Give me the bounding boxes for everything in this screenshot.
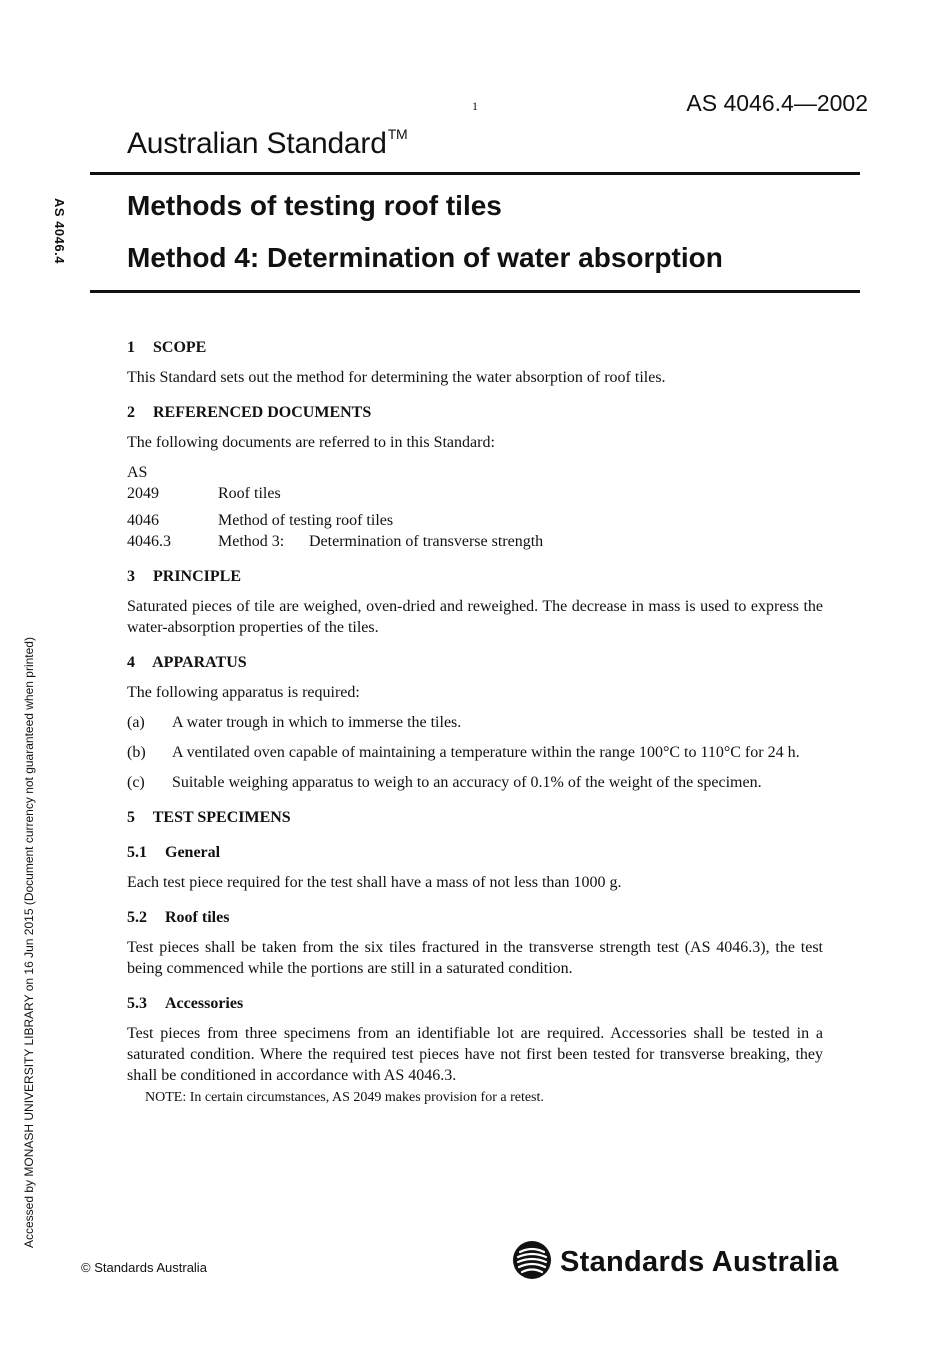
standards-australia-emblem-icon: [512, 1240, 552, 1285]
bottom-rule: [90, 290, 860, 293]
copyright: © Standards Australia: [81, 1260, 207, 1275]
document-subtitle: Method 4: Determination of water absorption: [127, 242, 723, 273]
subsection-title: General: [165, 844, 221, 861]
list-text: A water trough in which to immerse the tiles.: [172, 714, 462, 731]
spine-label: AS 4046.4: [52, 198, 67, 264]
list-item: [127, 772, 823, 793]
top-rule: [90, 172, 860, 175]
reference-title: Determination of transverse strength: [309, 533, 544, 550]
section-number: 5: [127, 809, 135, 826]
subsection-title: Accessories: [165, 995, 244, 1012]
paragraph: Each test piece required for the test shall have a mass of not less than 1000 g.: [127, 874, 622, 891]
list-label: (a): [127, 714, 145, 731]
section-test-specimens: [127, 807, 823, 1107]
reference-prefix: Method 3:: [218, 533, 285, 550]
reference-code: 4046.3: [127, 533, 171, 550]
section-heading: [127, 807, 823, 828]
paragraph: This Standard sets out the method for determining the water absorption of roof tiles.: [127, 369, 666, 386]
section-number: 4: [127, 654, 135, 671]
section-apparatus: [127, 652, 823, 793]
list-label: (b): [127, 744, 146, 761]
list-label: (c): [127, 774, 145, 791]
section-scope: [127, 337, 823, 388]
list-item: [127, 742, 823, 763]
section-title: TEST SPECIMENS: [152, 809, 291, 826]
document-title: Methods of testing roof tiles: [127, 190, 502, 221]
reference-group: AS: [127, 464, 148, 481]
subsection-heading: [127, 842, 823, 863]
brand-title-text: Australian Standard: [127, 127, 387, 160]
subsection-heading: [127, 993, 823, 1014]
subsection-heading: [127, 907, 823, 928]
standards-australia-logo: [512, 1240, 839, 1285]
reference-list: [127, 462, 823, 552]
note: NOTE: In certain circumstances, AS 2049 makes provision for a retest.: [145, 1090, 544, 1105]
brand-title: [127, 126, 408, 161]
apparatus-list: [127, 712, 823, 793]
reference-item: [127, 531, 823, 552]
section-number: 2: [127, 404, 135, 421]
subsection-number: 5.1: [127, 844, 147, 861]
paragraph: The following apparatus is required:: [127, 684, 360, 701]
reference-code: 2049: [127, 485, 159, 502]
section-number: 3: [127, 568, 135, 585]
section-principle: [127, 566, 823, 638]
page-number: 1: [472, 99, 478, 113]
section-referenced-documents: [127, 402, 823, 552]
section-heading: [127, 337, 823, 358]
list-item: [127, 712, 823, 733]
trademark-mark: TM: [387, 126, 408, 142]
reference-code: 4046: [127, 512, 159, 529]
section-heading: [127, 402, 823, 423]
paragraph: Saturated pieces of tile are weighed, oven-dried and reweighed. The decrease in mass is used to express the water-absorption properties of the tiles.: [127, 598, 823, 636]
list-text: Suitable weighing apparatus to weigh to an accuracy of 0.1% of the weight of the specimen.: [172, 774, 762, 791]
main-content: [127, 337, 823, 1107]
section-heading: [127, 566, 823, 587]
section-number: 1: [127, 339, 135, 356]
section-title: REFERENCED DOCUMENTS: [153, 404, 372, 421]
subsection-number: 5.3: [127, 995, 147, 1012]
section-title: SCOPE: [153, 339, 207, 356]
reference-title: Roof tiles: [218, 485, 281, 502]
section-title: APPARATUS: [152, 654, 247, 671]
subsection-title: Roof tiles: [165, 909, 230, 926]
subsection-number: 5.2: [127, 909, 147, 926]
list-text: A ventilated oven capable of maintaining a temperature within the range 100°C to 110°C for 24 h.: [172, 744, 800, 761]
section-title: PRINCIPLE: [153, 568, 242, 585]
access-note: Accessed by MONASH UNIVERSITY LIBRARY on 16 Jun 2015 (Document currency not guaranteed when printed): [22, 637, 36, 1248]
standard-number: AS 4046.4—2002: [686, 90, 868, 116]
logo-text: Standards Australia: [560, 1246, 839, 1278]
paragraph: Test pieces shall be taken from the six tiles fractured in the transverse strength test (AS 4046.3), the test being commenced while the portions are still in a saturated condition.: [127, 939, 823, 977]
reference-item: [127, 510, 823, 531]
reference-item: [127, 483, 823, 504]
paragraph: Test pieces from three specimens from an identifiable lot are required. Accessories shall be tested in a saturated condition. Where the required test pieces have not first been tested for transverse breaking, they shall be conditioned in accordance with AS 4046.3.: [127, 1025, 823, 1084]
reference-title: Method of testing roof tiles: [218, 512, 394, 529]
paragraph: The following documents are referred to in this Standard:: [127, 434, 495, 451]
section-heading: [127, 652, 823, 673]
